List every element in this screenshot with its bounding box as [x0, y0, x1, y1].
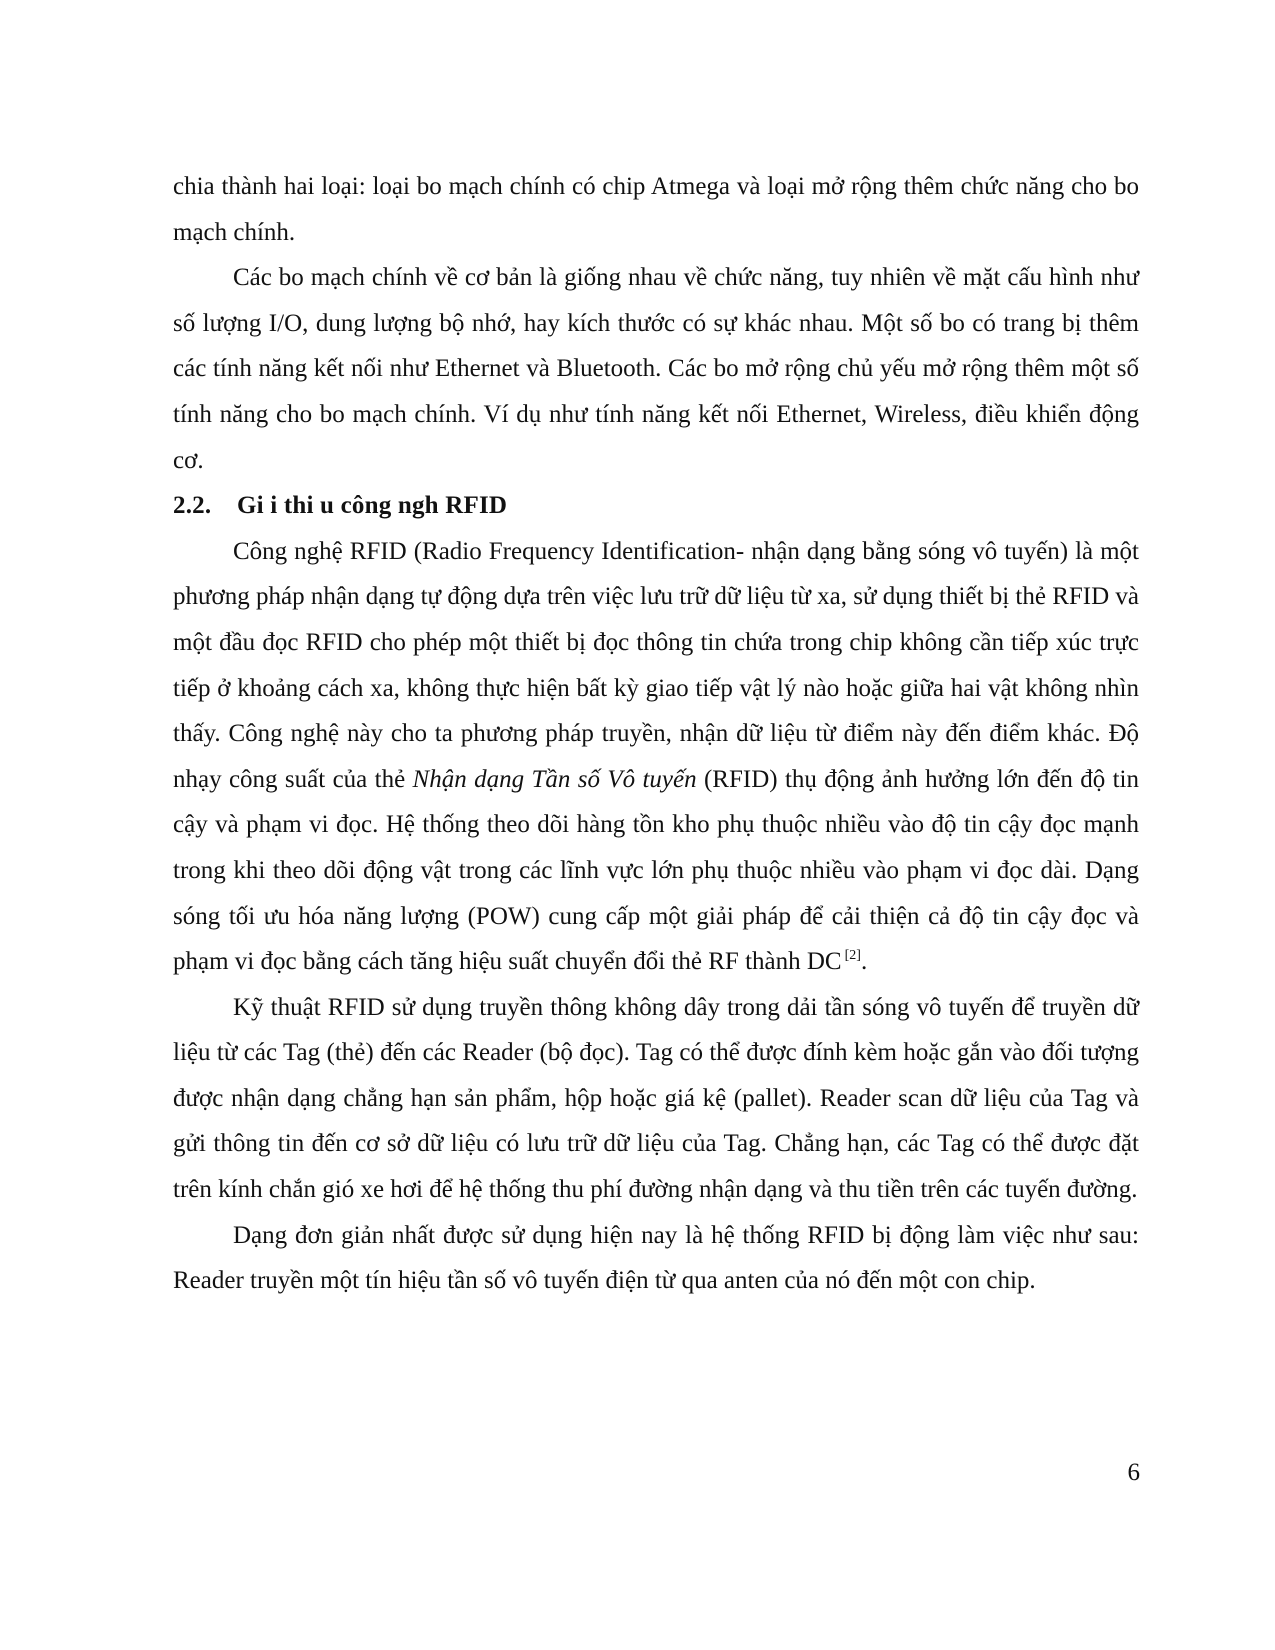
paragraph-rfid-technique: Kỹ thuật RFID sử dụng truyền thông không dây trong dải tần sóng vô tuyến để truyền dữ liệu từ các Tag (thẻ) đến các Reader (bộ đọc). Tag có thể được đính kèm hoặc gắn vào đối tượng được nhận dạng chẳng hạn sản phẩm, hộp hoặc giá kệ (pallet). Reader scan dữ liệu của Tag và gửi thông tin đến cơ sở dữ liệu có lưu trữ dữ liệu của Tag. Chẳng hạn, các Tag có thể được đặt trên kính chắn gió xe hơi để hệ thống thu phí đường nhận dạng và thu tiền trên các tuyến đường. — [173, 993, 1139, 1204]
page-number: 6 — [1127, 1459, 1140, 1486]
paragraph-passive-rfid: Dạng đơn giản nhất được sử dụng hiện nay là hệ thống RFID bị động làm việc như sau: Reader truyền một tín hiệu tần số vô tuyến điện từ qua anten của nó đến một con chip. — [173, 1221, 1139, 1295]
page-body — [173, 164, 1139, 1304]
rfid-intro-text: Công nghệ RFID (Radio Frequency Identification- nhận dạng bằng sóng vô tuyến) là một phương pháp nhận dạng tự động dựa trên việc lưu trữ dữ liệu từ xa, sử dụng thiết bị thẻ RFID và một đầu đọc RFID cho phép một thiết bị đọc thông tin chứa trong chip không cần tiếp xúc trực tiếp ở khoảng cách xa, không thực hiện bất kỳ giao tiếp vật lý nào hoặc giữa hai vật không nhìn thấy. Công nghệ này cho ta phương pháp truyền, nhận dữ liệu từ điểm này đến điểm khác. Độ nhạy công suất của thẻ — [173, 537, 1139, 793]
rfid-intro-italic: Nhận dạng Tần số Vô tuyến — [412, 765, 697, 793]
rfid-intro-text-cont: (RFID) thụ động ảnh hưởng lớn đến độ tin cậy và phạm vi đọc. Hệ thống theo dõi hàng tồn kho phụ thuộc nhiều vào độ tin cậy đọc mạnh trong khi theo dõi động vật trong các lĩnh vực lớn phụ thuộc nhiều vào phạm vi đọc dài. Dạng sóng tối ưu hóa năng lượng (POW) cung cấp một giải pháp để cải thiện cả độ tin cậy đọc và phạm vi đọc bằng cách tăng hiệu suất chuyển đổi thẻ RF thành DC — [173, 765, 1139, 976]
rfid-intro-end: . — [860, 948, 868, 976]
paragraph-board-types: Các bo mạch chính về cơ bản là giống nhau về chức năng, tuy nhiên về mặt cấu hình như số lượng I/O, dung lượng bộ nhớ, hay kích thước có sự khác nhau. Một số bo có trang bị thêm các tính năng kết nối như Ethernet và Bluetooth. Các bo mở rộng chủ yếu mở rộng thêm một số tính năng cho bo mạch chính. Ví dụ như tính năng kết nối Ethernet, Wireless, điều khiển động cơ. — [173, 264, 1139, 474]
citation-reference: [2] — [844, 948, 861, 964]
section-heading — [173, 483, 1139, 529]
section-title: Gi i thi u công ngh RFID — [237, 492, 508, 520]
paragraph-rfid-intro — [173, 529, 1139, 985]
paragraph-continued: chia thành hai loại: loại bo mạch chính có chip Atmega và loại mở rộng thêm chức năng cho bo mạch chính. — [173, 173, 1139, 246]
section-number: 2.2. — [173, 492, 212, 520]
